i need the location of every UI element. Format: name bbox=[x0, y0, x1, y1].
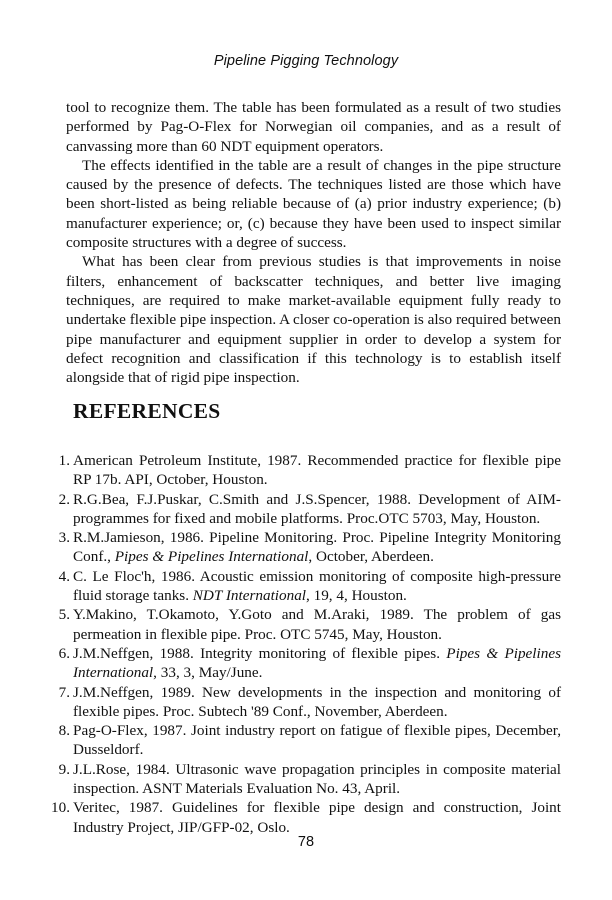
reference-item bbox=[50, 721, 561, 760]
reference-item bbox=[50, 451, 561, 490]
body-paragraph: The effects identified in the table are a result of changes in the pipe structure caused by the presence of defects. The techniques listed are those which have been short-listed as being reliable because of (a) prior industry experience; (b) manufacturer experience; or, (c) because they have been used to inspect similar composite structures with a degree of success. bbox=[66, 156, 561, 252]
reference-text-part: , 19, 4, Houston. bbox=[306, 587, 407, 605]
reference-number: 5. bbox=[58, 606, 70, 624]
reference-text: R.G.Bea, F.J.Puskar, C.Smith and J.S.Spencer, 1988. Development of AIM-programmes for fixed and mobile platforms. Proc.OTC 5703, May, Houston. bbox=[73, 490, 561, 527]
reference-text: J.M.Neffgen, 1989. New developments in the inspection and monitoring of flexible pipes. Proc. Subtech '89 Conf., November, Aberdeen. bbox=[73, 683, 561, 720]
reference-journal-title: NDT International bbox=[192, 587, 307, 605]
reference-number: 8. bbox=[58, 722, 70, 740]
reference-number: 7. bbox=[58, 683, 70, 701]
reference-item bbox=[50, 490, 561, 529]
reference-text: J.L.Rose, 1984. Ultrasonic wave propagation principles in composite material inspection. ASNT Materials Evaluation No. 43, April. bbox=[73, 760, 561, 798]
body-text bbox=[66, 98, 561, 387]
reference-text: Y.Makino, T.Okamoto, Y.Goto and M.Araki, 1989. The problem of gas permeation in flexible pipe. Proc. OTC 5745, May, Houston. bbox=[73, 606, 561, 643]
reference-item bbox=[50, 605, 561, 644]
references-heading: REFERENCES bbox=[73, 399, 221, 423]
page-number: 78 bbox=[297, 834, 315, 850]
reference-number: 6. bbox=[58, 644, 70, 662]
reference-text-part: J.M.Neffgen, 1988. Integrity monitoring of flexible pipes. bbox=[73, 644, 447, 662]
reference-number: 3. bbox=[58, 529, 70, 547]
reference-text bbox=[73, 528, 561, 567]
reference-text: Veritec, 1987. Guidelines for flexible pipe design and construction, Joint Industry Project, JIP/GFP-02, Oslo. bbox=[73, 799, 561, 836]
reference-item bbox=[50, 567, 561, 606]
reference-number: 1. bbox=[58, 452, 70, 469]
reference-text-part: , October, Aberdeen. bbox=[308, 548, 434, 566]
reference-item bbox=[50, 683, 561, 722]
running-head-title: Pipeline Pigging Technology bbox=[213, 53, 399, 69]
reference-number: 2. bbox=[58, 490, 70, 508]
reference-item bbox=[50, 798, 561, 837]
reference-text-part: C. Le Floc'h, 1986. Acoustic emission monitoring of composite high-pressure fluid storage tanks. bbox=[73, 567, 561, 605]
reference-item bbox=[50, 644, 561, 683]
reference-text-part: , 33, 3, May/June. bbox=[153, 664, 263, 682]
references-list bbox=[50, 451, 561, 837]
reference-text bbox=[73, 567, 561, 606]
reference-text: American Petroleum Institute, 1987. Recommended practice for flexible pipe RP 17b. API, October, Houston. bbox=[73, 452, 561, 489]
body-paragraph: What has been clear from previous studies is that improvements in noise filters, enhancement of backscatter techniques, and better live imaging techniques, are required to make market-available equipment fully ready to undertake flexible pipe inspection. A closer co-operation is also required between pipe manufacturer and equipment supplier in order to develop a system for defect recognition and classification if this technology is to establish itself alongside that of rigid pipe inspection. bbox=[66, 253, 561, 387]
reference-text: Pag-O-Flex, 1987. Joint industry report on fatigue of flexible pipes, December, Dusseldorf. bbox=[73, 722, 561, 759]
reference-text bbox=[73, 644, 561, 683]
reference-item bbox=[50, 760, 561, 799]
reference-text-part: R.M.Jamieson, 1986. Pipeline Monitoring. Proc. Pipeline Integrity Monitoring Conf., bbox=[73, 529, 561, 566]
reference-journal-title: Pipes & Pipelines International bbox=[73, 644, 561, 682]
reference-number: 4. bbox=[58, 567, 70, 585]
reference-journal-title: Pipes & Pipelines International bbox=[114, 548, 309, 566]
reference-number: 10. bbox=[51, 799, 70, 817]
reference-item bbox=[50, 528, 561, 567]
reference-number: 9. bbox=[58, 760, 70, 778]
body-paragraph: tool to recognize them. The table has been formulated as a result of two studies performed by Pag-O-Flex for Norwegian oil companies, and as a result of canvassing more than 60 NDT equipment operators. bbox=[66, 99, 561, 155]
